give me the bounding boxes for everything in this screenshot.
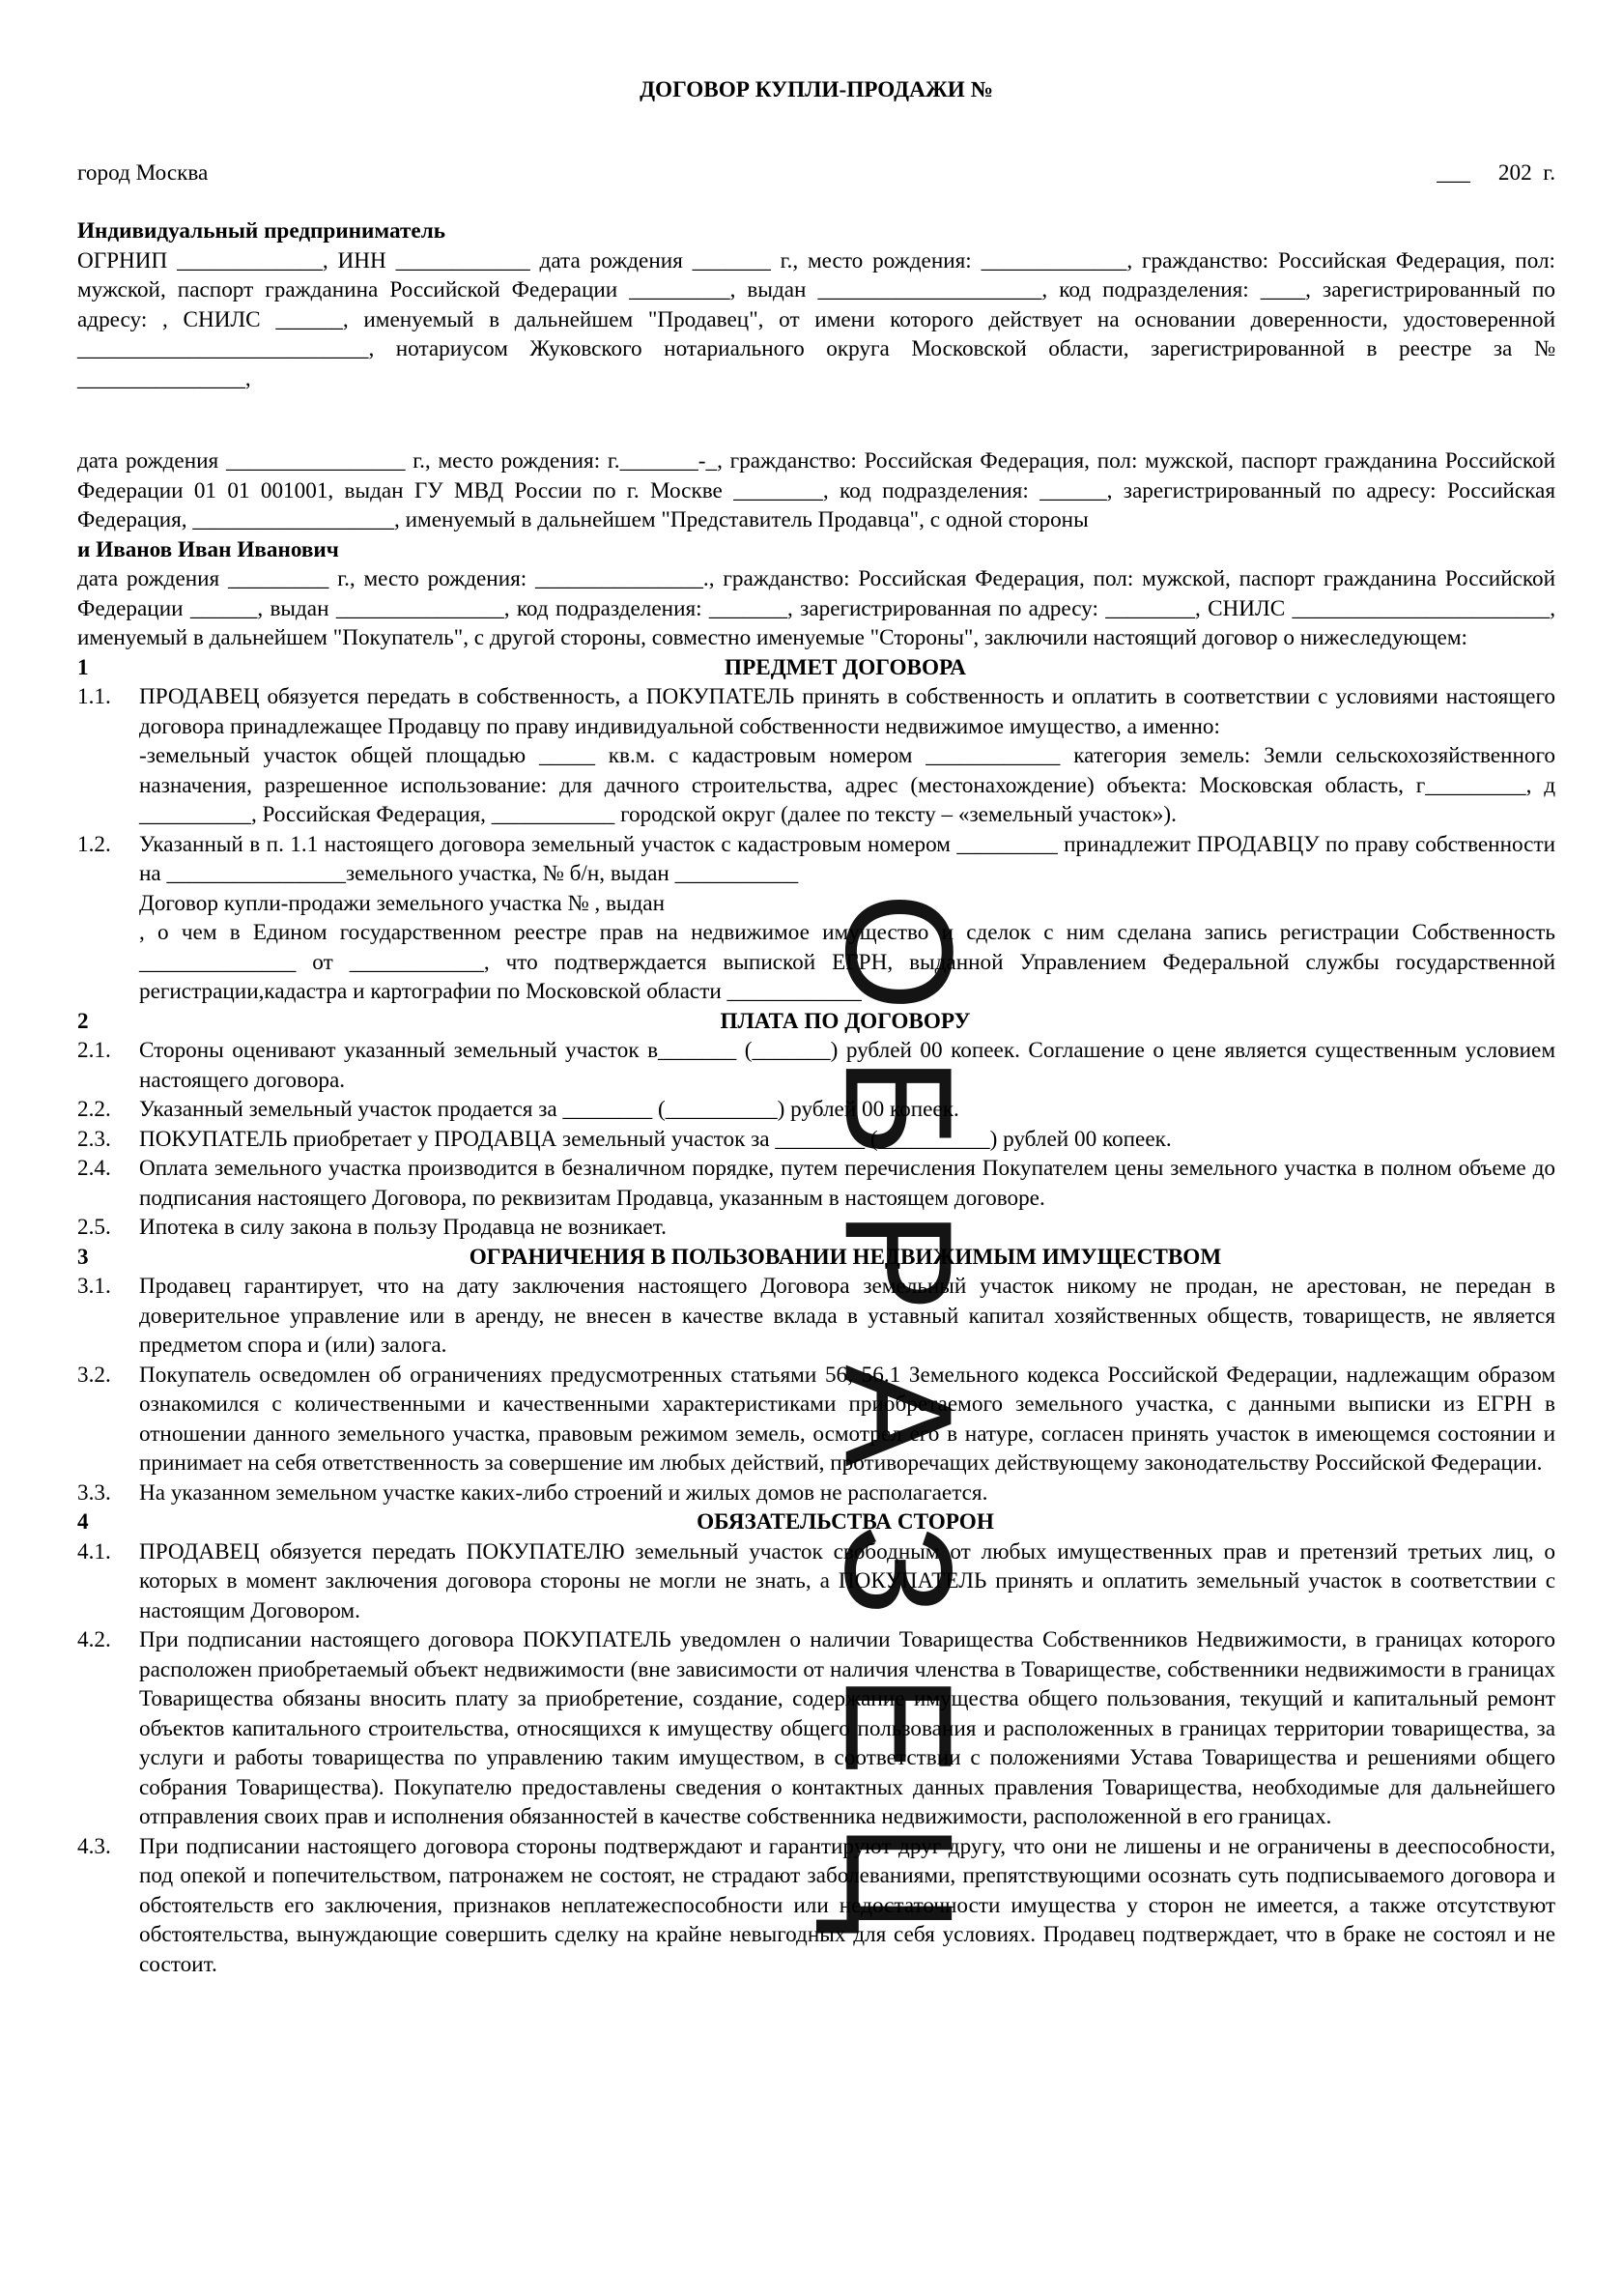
clause-text: При подписании настоящего договора ПОКУПАТЕЛЬ уведомлен о наличии Товарищества Собственников Недвижимости, в границах которого расположен приобретаемый объект недвижимости (вне зависимости от наличия членства в Товариществе, собственники недвижимости в границах Товарищества обязаны вносить плату за приобретение, создание, содержание имущества общего пользования, текущий и капитальный ремонт объектов капитального строительства, относящихся к имуществу общего пользования и расположенных в границах территории товарищества, за услуги и работы товарищества по управлению таким имуществом, в соответствии с положениями Устава Товарищества и решениями общего собрания Товарищества). Покупателю предоставлены сведения о контактных данных правления Товарищества, необходимые для дальнейшего отправления своих прав и исполнения обязанностей в качестве собственника недвижимости, расположенной в его границах. <box>139 1627 1555 1829</box>
watermark-letter: Е <box>812 1674 983 1776</box>
clause-number: 3.2. <box>77 1362 111 1388</box>
clause-text: Договор купли-продажи земельного участка № , выдан <box>139 890 665 916</box>
clause-number: 4.2. <box>77 1627 111 1652</box>
section-title: ПРЕДМЕТ ДОГОВОРА <box>725 654 966 680</box>
party3-heading: и Иванов Иван Иванович <box>77 536 339 562</box>
document-body <box>77 75 1555 1979</box>
section-heading <box>77 1243 1555 1273</box>
section-number: 4 <box>77 1509 89 1535</box>
watermark-letter: Ц <box>812 1822 983 1937</box>
clause <box>77 1036 1555 1095</box>
city: город Москва <box>77 159 209 186</box>
watermark-letter: З <box>813 1524 983 1617</box>
clause-text: При подписании настоящего договора стороны подтверждают и гарантируют друг другу, что они не лишены и не ограничены в дееспособности, под опекой и попечительством, патронажем не состоят, не страдают заболеваниями, препятствующими осознать суть подписываемого договора и обстоятельств его заключения, признаков неплатежеспособности или недостаточности имущества у сторон не имеется, а также отсутствуют обстоятельства, вынуждающие совершить сделку на крайне невыгодных для себя условиях. Продавец подтверждает, что в браке не состоял и не состоит. <box>139 1833 1555 1977</box>
clause-number: 3.1. <box>77 1274 111 1299</box>
contract-sections <box>77 653 1555 1980</box>
clause <box>77 1125 1555 1155</box>
clause <box>77 1625 1555 1832</box>
clause-text: Указанный земельный участок продается за ________ (__________) рублей 00 копеек. <box>139 1097 959 1122</box>
clause-text: Ипотека в силу закона в пользу Продавца не возникает. <box>139 1215 667 1240</box>
clause-number: 1.1. <box>77 684 111 709</box>
clause-text: Покупатель осведомлен об ограничениях предусмотренных статьями 56, 56.1 Земельного кодекса Российской Федерации, надлежащим образом ознакомился с количественными и качественными характеристиками приобретаемого земельного участка, с данными выписки из ЕГРН в отношении данного земельного участка, правовым режимом земель, осмотрел его в натуре, согласен принять участок в имеющемся состоянии и принимает на себя ответственность за совершение им любых действий, противоречащих действующему законодательству Российской Федерации. <box>139 1362 1555 1476</box>
section-number: 2 <box>77 1008 89 1034</box>
clause <box>77 1272 1555 1361</box>
watermark-letter: О <box>813 892 983 1012</box>
watermark-letter: Р <box>812 1210 983 1312</box>
watermark-letter: Б <box>813 1056 983 1157</box>
contract-date: ___ 202 г. <box>1437 159 1555 186</box>
clause-number: 2.3. <box>77 1126 111 1152</box>
clause-number: 1.2. <box>77 831 111 857</box>
section-heading <box>77 1507 1555 1537</box>
clause-number: 2.1. <box>77 1038 111 1063</box>
clause-number: 4.3. <box>77 1833 111 1859</box>
party3-text: дата рождения _________ г., место рождения: _______________., гражданство: Российская Федерация, пол: мужской, паспорт гражданина Российской Федерации ______, выдан _______________, код подразделения: _______, зарегистрированная по адресу: ________, СНИЛС _______________________, именуемый в дальнейшем "Покупатель", с другой стороны, совместно именуемые "Стороны", заключили настоящий договор о нижеследующем: <box>77 566 1555 650</box>
clause-text: -земельный участок общей площадью _____ кв.м. с кадастровым номером ____________ категория земель: Земли сельскохозяйственного назначения, разрешенное использование: для дачного строительства, адрес (местонахождение) объекта: Московская область, г_________, д __________, Российская Федерация, ___________ городской округ (далее по тексту – «земельный участок»). <box>139 743 1555 827</box>
clause-text: ПРОДАВЕЦ обязуется передать в собственность, а ПОКУПАТЕЛЬ принять в собственность и оплатить в соответствии с условиями настоящего договора принадлежащее Продавцу по праву индивидуальной собственности недвижимое имущество, а именно: <box>139 684 1555 739</box>
section-number: 3 <box>77 1244 89 1270</box>
section-number: 1 <box>77 654 89 680</box>
clause <box>77 1361 1555 1478</box>
watermark-letter: А <box>812 1364 983 1467</box>
clause <box>77 1095 1555 1125</box>
clause-number: 2.4. <box>77 1156 111 1181</box>
clause-text: Стороны оценивают указанный земельный участок в_______ (_______) рублей 00 копеек. Соглашение о цене является существенным условием настоящего договора. <box>139 1038 1555 1093</box>
clause <box>77 830 1555 1007</box>
section-title: ОГРАНИЧЕНИЯ В ПОЛЬЗОВАНИИ НЕДВИЖИМЫМ ИМУЩЕСТВОМ <box>469 1244 1222 1270</box>
clause-number: 4.1. <box>77 1538 111 1564</box>
section-title: ОБЯЗАТЕЛЬСТВА СТОРОН <box>697 1509 994 1535</box>
section-title: ПЛАТА ПО ДОГОВОРУ <box>720 1008 971 1034</box>
clause <box>77 1537 1555 1626</box>
section-heading <box>77 653 1555 683</box>
section-heading <box>77 1007 1555 1037</box>
clause <box>77 1478 1555 1508</box>
clause-number: 3.3. <box>77 1479 111 1506</box>
party1-heading: Индивидуальный предприниматель <box>77 218 445 244</box>
clause-text: , о чем в Едином государственном реестре прав на недвижимое имущество и сделок с ним сделана запись регистрации Собственность ______________ от ____________, что подтверждается выпиской ЕГРН, выданной Управлением Федеральной службы государственной регистрации,кадастра и картографии по Московской области ____________ <box>139 920 1555 1004</box>
clause-text: Оплата земельного участка производится в безналичном порядке, путем перечисления Покупателем цены земельного участка в полном объеме до подписания настоящего Договора, по реквизитам Продавца, указанным в настоящем договоре. <box>139 1156 1555 1211</box>
clause-number: 2.2. <box>77 1097 111 1122</box>
clause <box>77 1154 1555 1213</box>
party2-text: дата рождения ________________ г., место рождения: г._______-_, гражданство: Российская Федерация, пол: мужской, паспорт гражданина Российской Федерации 01 01 001001, выдан ГУ МВД России по г. Москве ________, код подразделения: ______, зарегистрированный по адресу: Российская Федерация, __________________, именуемый в дальнейшем "Представитель Продавца", с одной стороны <box>77 448 1555 532</box>
clause-text: ПОКУПАТЕЛЬ приобретает у ПРОДАВЦА земельный участок за ________ (__________) рублей 00 копеек. <box>139 1126 1172 1152</box>
clause <box>77 1213 1555 1243</box>
document-title: ДОГОВОР КУПЛИ-ПРОДАЖИ № <box>640 77 993 102</box>
clause <box>77 682 1555 830</box>
clause-text: На указанном земельном участке каких-либо строений и жилых домов не располагается. <box>139 1479 988 1506</box>
clause-text: ПРОДАВЕЦ обязуется передать ПОКУПАТЕЛЮ земельный участок свободным от любых имущественных прав и претензий третьих лиц, о которых в момент заключения договора стороны не могли не знать, а ПОКУПАТЕЛЬ принять и оплатить земельный участок в соответствии с настоящим Договором. <box>139 1538 1555 1623</box>
city-date-line <box>77 158 1555 188</box>
clause-text: Продавец гарантирует, что на дату заключения настоящего Договора земельный участок никому не продан, не арестован, не передан в доверительное управление или в аренду, не внесен в качестве вклада в уставный капитал хозяйственных обществ, товариществ, не является предметом спора и (или) залога. <box>139 1274 1555 1358</box>
clause-text: Указанный в п. 1.1 настоящего договора земельный участок с кадастровым номером _________ принадлежит ПРОДАВЦУ по праву собственности на ________________земельного участка, № б/н, выдан ___________ <box>139 831 1555 886</box>
clause-number: 2.5. <box>77 1215 111 1240</box>
party1-text: ОГРНИП _____________, ИНН ____________ дата рождения _______ г., место рождения: _____________, гражданство: Российская Федерация, пол: мужской, паспорт гражданина Российской Федерации _________, выдан ____________________, код подразделения: ____, зарегистрированный по адресу: , СНИЛС ______, именуемый в дальнейшем "Продавец", от имени которого действует на основании доверенности, удостоверенной __________________________, нотариусом Жуковского нотариального округа Московской области, зарегистрированной в реестре за № _______________, <box>77 247 1555 391</box>
clause <box>77 1832 1555 1980</box>
